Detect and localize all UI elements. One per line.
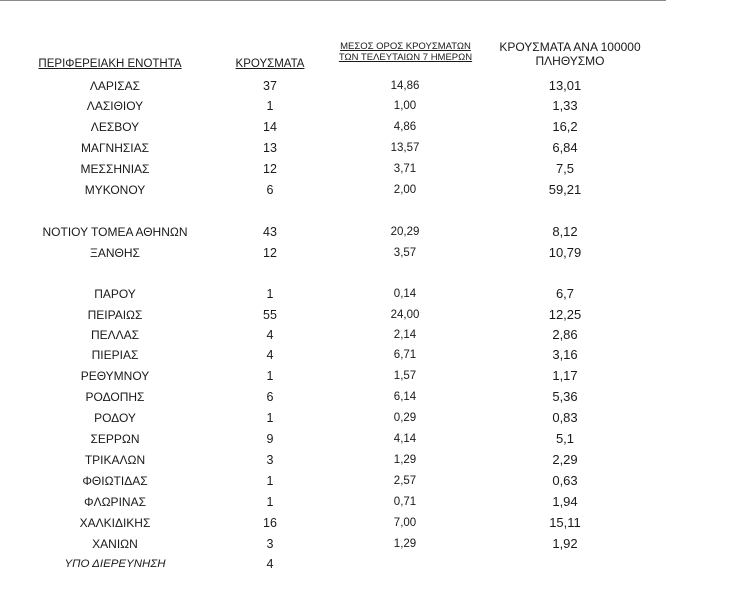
cases-value: 6 <box>266 390 274 404</box>
cases-value: 1 <box>266 287 274 301</box>
per-100000-value: 1,94 <box>552 494 578 509</box>
cases-value: 6 <box>266 183 274 197</box>
average-value: 1,00 <box>393 100 417 112</box>
region-name: ΜΥΚΟΝΟΥ <box>84 183 146 197</box>
table-row <box>0 534 734 554</box>
per-100000-value: 5,1 <box>555 431 575 446</box>
cases-value: 12 <box>263 162 277 176</box>
region-name: ΞΑΝΘΗΣ <box>90 246 140 260</box>
region-name: ΡΕΘΥΜΝΟΥ <box>80 369 150 383</box>
per-100000-value: 7,5 <box>555 161 575 176</box>
region-name: ΦΛΩΡΙΝΑΣ <box>84 495 146 509</box>
per-100000-value: 12,25 <box>548 307 582 322</box>
table-row <box>0 408 734 428</box>
per-100000-value: 8,12 <box>552 224 578 239</box>
average-value: 6,14 <box>393 391 417 403</box>
region-name: ΛΑΡΙΣΑΣ <box>89 79 141 93</box>
table-row <box>0 117 734 137</box>
region-name: ΜΑΓΝΗΣΙΑΣ <box>80 141 150 155</box>
table-row <box>0 345 734 365</box>
per-100000-value: 2,86 <box>552 327 578 342</box>
header-per-line2: ΠΛΗΘΥΣΜΟ <box>535 53 605 68</box>
table-row <box>0 387 734 407</box>
cases-value: 4 <box>266 557 274 571</box>
cases-value: 37 <box>263 79 277 93</box>
cases-value: 9 <box>266 432 274 446</box>
region-name: ΜΕΣΣΗΝΙΑΣ <box>80 162 150 176</box>
table-row <box>0 492 734 512</box>
per-100000-value: 13,01 <box>548 78 582 93</box>
cases-value: 1 <box>266 495 274 509</box>
cases-value: 1 <box>266 99 274 113</box>
average-value: 3,57 <box>393 247 417 259</box>
header-region: ΠΕΡΙΦΕΡΕΙΑΚΗ ΕΝΟΤΗΤΑ <box>38 58 182 70</box>
average-value: 3,71 <box>393 163 417 175</box>
cases-value: 1 <box>266 411 274 425</box>
cases-value: 16 <box>263 516 277 530</box>
region-name: ΠΑΡΟΥ <box>94 287 136 301</box>
header-average-line1: ΜΕΣΟΣ ΟΡΟΣ ΚΡΟΥΣΜΑΤΩΝ <box>340 41 471 52</box>
region-name: ΡΟΔΟΠΗΣ <box>85 390 145 404</box>
cases-value: 1 <box>266 474 274 488</box>
average-value: 7,00 <box>393 517 417 529</box>
per-100000-value: 16,2 <box>552 119 578 134</box>
table-row <box>0 450 734 470</box>
per-100000-value: 1,17 <box>552 368 578 383</box>
table-row <box>0 76 734 96</box>
table-row <box>0 471 734 491</box>
per-100000-value: 6,84 <box>552 140 578 155</box>
per-100000-value: 5,36 <box>552 389 578 404</box>
per-100000-value: 6,7 <box>555 286 575 301</box>
average-value: 13,57 <box>390 142 420 154</box>
region-name: ΠΙΕΡΙΑΣ <box>91 348 139 362</box>
average-value: 0,71 <box>393 496 417 508</box>
table-row <box>0 325 734 345</box>
region-name: ΣΕΡΡΩΝ <box>90 432 140 446</box>
region-name: ΠΕΛΛΑΣ <box>90 328 140 342</box>
table-row <box>0 180 734 200</box>
region-name: ΧΑΝΙΩΝ <box>92 537 138 551</box>
average-value: 24,00 <box>390 309 420 321</box>
region-name: ΡΟΔΟΥ <box>94 411 136 425</box>
average-value: 2,57 <box>393 475 417 487</box>
table-row <box>0 243 734 263</box>
per-100000-value: 1,92 <box>552 536 578 551</box>
table-row <box>0 96 734 116</box>
table-row <box>0 429 734 449</box>
table-row <box>0 366 734 386</box>
region-name: ΛΑΣΙΘΙΟΥ <box>86 99 144 113</box>
cases-value: 3 <box>266 453 274 467</box>
table-row <box>0 284 734 304</box>
table-row <box>0 222 734 242</box>
per-100000-value: 2,29 <box>552 452 578 467</box>
table-row <box>0 554 734 574</box>
region-name: ΧΑΛΚΙΔΙΚΗΣ <box>79 516 151 530</box>
table-row <box>0 513 734 533</box>
average-value: 2,00 <box>393 184 417 196</box>
per-100000-value: 1,33 <box>552 98 578 113</box>
per-100000-value: 3,16 <box>552 347 578 362</box>
cases-value: 43 <box>263 225 277 239</box>
cases-value: 4 <box>266 348 274 362</box>
header-cases: ΚΡΟΥΣΜΑΤΑ <box>235 58 305 70</box>
average-value: 1,29 <box>393 538 417 550</box>
cases-value: 55 <box>263 308 277 322</box>
table-row <box>0 305 734 325</box>
region-name: ΥΠΟ ΔΙΕΡΕΥΝΗΣΗ <box>64 558 166 570</box>
average-value: 0,14 <box>393 288 417 300</box>
average-value: 1,29 <box>393 454 417 466</box>
average-value: 20,29 <box>390 226 420 238</box>
average-value: 14,86 <box>390 80 420 92</box>
average-value: 4,86 <box>393 121 417 133</box>
table-row <box>0 159 734 179</box>
cases-value: 14 <box>263 120 277 134</box>
average-value: 0,29 <box>393 412 417 424</box>
region-name: ΠΕΙΡΑΙΩΣ <box>87 308 143 322</box>
region-name: ΛΕΣΒΟΥ <box>90 120 140 134</box>
per-100000-value: 0,83 <box>552 410 578 425</box>
average-value: 6,71 <box>393 349 417 361</box>
header-per-line1: ΚΡΟΥΣΜΑΤΑ ΑΝΑ 100000 <box>499 40 641 54</box>
cases-value: 1 <box>266 369 274 383</box>
average-value: 1,57 <box>393 370 417 382</box>
cases-value: 3 <box>266 537 274 551</box>
average-value: 4,14 <box>393 433 417 445</box>
per-100000-value: 59,21 <box>548 182 582 197</box>
region-name: ΦΘΙΩΤΙΔΑΣ <box>82 474 148 488</box>
per-100000-value: 10,79 <box>548 245 582 260</box>
per-100000-value: 0,63 <box>552 473 578 488</box>
cases-value: 13 <box>263 141 277 155</box>
per-100000-value: 15,11 <box>549 515 581 530</box>
average-value: 2,14 <box>393 329 417 341</box>
cases-value: 12 <box>263 246 277 260</box>
region-name: ΤΡΙΚΑΛΩΝ <box>84 453 146 467</box>
region-name: ΝΟΤΙΟΥ ΤΟΜΕΑ ΑΘΗΝΩΝ <box>42 225 188 239</box>
table-row <box>0 138 734 158</box>
cases-value: 4 <box>266 328 274 342</box>
header-average-line2: ΤΩΝ ΤΕΛΕΥΤΑΙΩΝ 7 ΗΜΕΡΩΝ <box>338 51 473 63</box>
